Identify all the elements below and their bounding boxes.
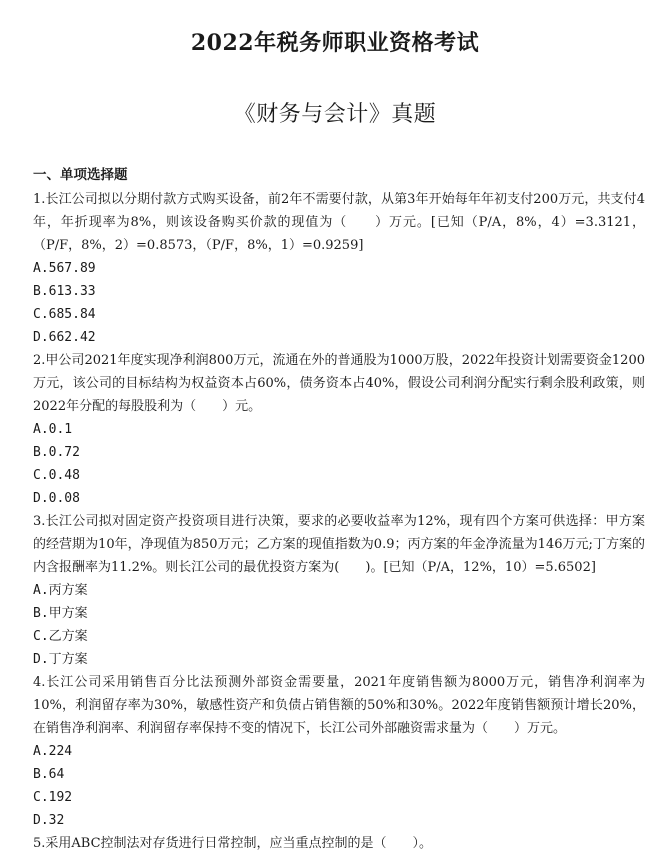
section-heading: 一、单项选择题	[33, 167, 128, 183]
option-a: A.丙方案	[33, 583, 88, 598]
option-d: D.0.08	[33, 491, 80, 506]
question-5	[33, 832, 645, 855]
option-c: C.685.84	[33, 307, 96, 322]
option-a: A.567.89	[33, 261, 96, 276]
question-stem: 5.采用ABC控制法对存货进行日常控制，应当重点控制的是（ ）。	[33, 836, 433, 851]
question-2	[33, 349, 645, 510]
option-d: D.丁方案	[33, 652, 88, 667]
question-stem: 3.长江公司拟对固定资产投资项目进行决策，要求的必要收益率为12%，现有四个方案可供选择：甲方案的经营期为10年，净现值为850万元；乙方案的现值指数为0.9；丙方案的年金净流量为146万元;丁方案的内含报酬率为11.2%。则长江公司的最优投资方案为( )。[已知（P/A，12%，10）=5.6502]	[33, 514, 645, 575]
option-d: D.32	[33, 813, 65, 828]
option-b: B.甲方案	[33, 606, 88, 621]
option-c: C.192	[33, 790, 73, 805]
option-b: B.613.33	[33, 284, 96, 299]
question-stem: 1.长江公司拟以分期付款方式购买设备，前2年不需要付款，从第3年开始每年年初支付200万元，共支付4年，年折现率为8%，则该设备购买价款的现值为（ ）万元。[已知（P/A，8%，4）=3.3121，（P/F，8%，2）=0.8573，（P/F，8%，1）=0.9259]	[33, 192, 645, 253]
question-stem: 2.甲公司2021年度实现净利润800万元，流通在外的普通股为1000万股，2022年投资计划需要资金1200万元，该公司的目标结构为权益资本占60%，债务资本占40%，假设公司利润分配实行剩余股利政策，则2022年分配的每股股利为（ ）元。	[33, 353, 645, 414]
document-title: 2022年税务师职业资格考试	[190, 30, 480, 56]
option-b: B.64	[33, 767, 65, 782]
question-stem: 4.长江公司采用销售百分比法预测外部资金需要量，2021年度销售额为8000万元，销售净利润率为10%，利润留存率为30%，敏感性资产和负债占销售额的50%和30%。2022年度销售额预计增长20%，在销售净利润率、利润留存率保持不变的情况下，长江公司外部融资需求量为（ ）万元。	[33, 675, 645, 736]
option-c: C.乙方案	[33, 629, 88, 644]
option-a: A.224	[33, 744, 73, 759]
option-c: C.0.48	[33, 468, 80, 483]
option-b: B.0.72	[33, 445, 80, 460]
question-3	[33, 510, 645, 671]
question-4	[33, 671, 645, 832]
option-a: A.0.1	[33, 422, 73, 437]
question-1	[33, 188, 645, 349]
question-list	[33, 188, 645, 855]
document-subtitle: 《财务与会计》真题	[233, 102, 437, 127]
option-d: D.662.42	[33, 330, 96, 345]
